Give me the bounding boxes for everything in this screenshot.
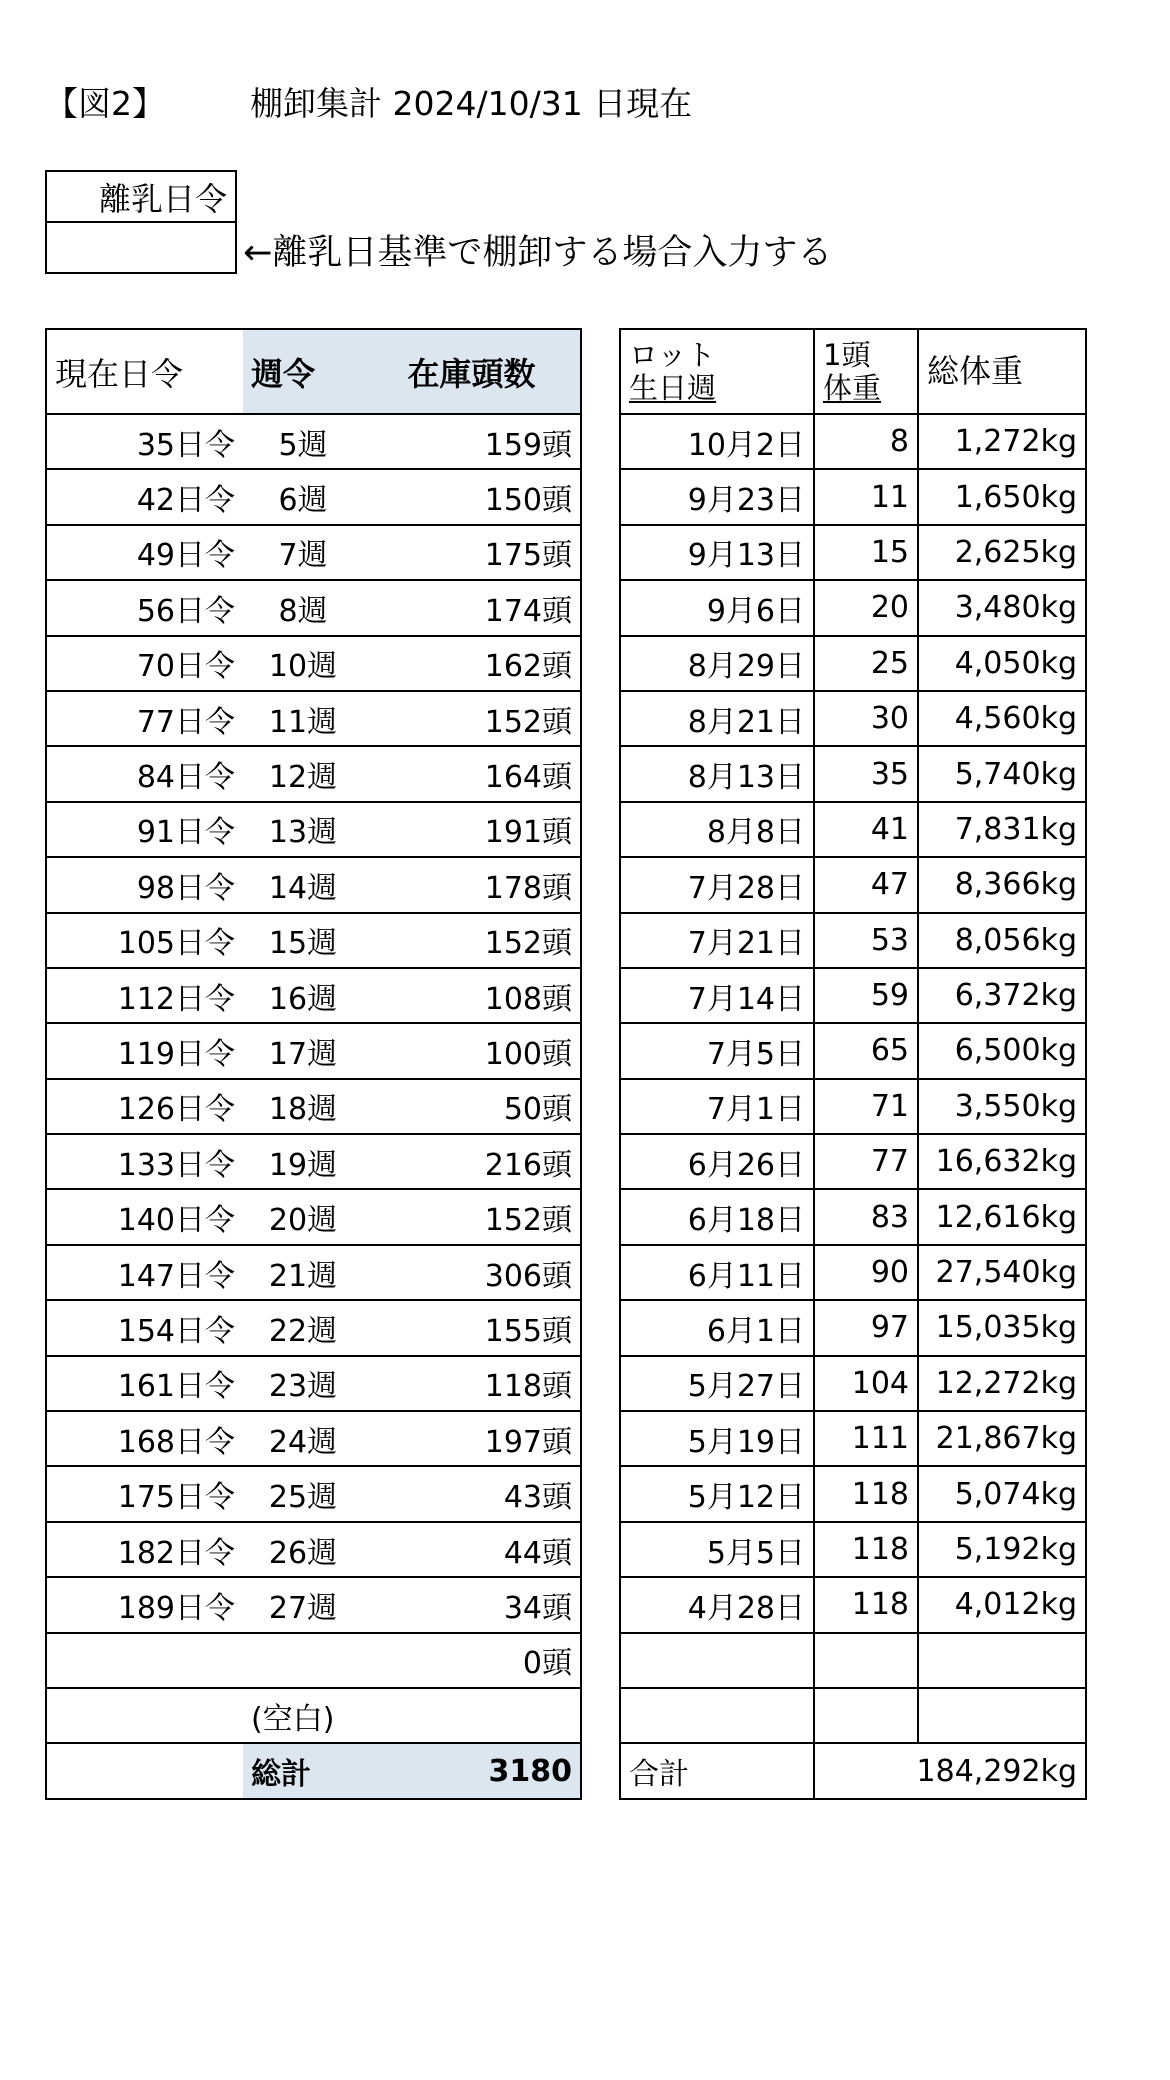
current-age-cell: 140日令 [46, 1189, 243, 1244]
stock-count-cell: 175頭 [363, 525, 581, 580]
weight-row [620, 746, 1086, 801]
week-age-cell: 25週 [243, 1466, 363, 1521]
unit-weight-cell: 71 [814, 1079, 918, 1134]
total-weight-cell: 6,372kg [918, 968, 1086, 1023]
weaning-box [45, 170, 237, 274]
weight-row [620, 1189, 1086, 1244]
weight-table [619, 328, 1087, 1800]
inventory-row [46, 469, 581, 524]
inventory-row [46, 1023, 581, 1078]
lot-date-cell [620, 1633, 814, 1688]
header-week-age: 週令 [243, 329, 363, 414]
weight-header-row [620, 329, 1086, 414]
inventory-row [46, 580, 581, 635]
unit-weight-cell: 97 [814, 1300, 918, 1355]
total-weight-cell [918, 1633, 1086, 1688]
weight-row [620, 691, 1086, 746]
week-age-cell: 6週 [243, 469, 363, 524]
weight-total-value: 184,292kg [916, 1753, 1077, 1789]
inventory-row [46, 968, 581, 1023]
current-age-cell: 49日令 [46, 525, 243, 580]
header-lot-line1: ロット [629, 338, 716, 373]
lot-date-cell: 5月19日 [620, 1411, 814, 1466]
lot-date-cell: 6月11日 [620, 1245, 814, 1300]
lot-date-cell: 7月21日 [620, 913, 814, 968]
week-age-cell: 21週 [243, 1245, 363, 1300]
total-weight-cell: 4,012kg [918, 1577, 1086, 1632]
lot-date-cell: 8月21日 [620, 691, 814, 746]
current-age-cell: 119日令 [46, 1023, 243, 1078]
unit-weight-cell [814, 1688, 918, 1743]
current-age-cell: 154日令 [46, 1300, 243, 1355]
blank-label: (空白) [251, 1701, 335, 1737]
total-weight-cell: 5,192kg [918, 1522, 1086, 1577]
weight-row [620, 1466, 1086, 1521]
current-age-cell: 175日令 [46, 1466, 243, 1521]
inventory-row [46, 1522, 581, 1577]
weight-row [620, 1688, 1086, 1743]
stock-count-cell: 162頭 [363, 636, 581, 691]
unit-weight-cell: 111 [814, 1411, 918, 1466]
stock-count-cell: 197頭 [363, 1411, 581, 1466]
lot-date-cell: 10月2日 [620, 414, 814, 469]
weight-row [620, 1356, 1086, 1411]
stock-count-cell: 43頭 [363, 1466, 581, 1521]
weight-total-row [620, 1743, 1086, 1798]
week-age-cell: 23週 [243, 1356, 363, 1411]
current-age-cell: 182日令 [46, 1522, 243, 1577]
header-lot-line2: 生日週 [629, 370, 717, 405]
weight-row [620, 857, 1086, 912]
inventory-row [46, 802, 581, 857]
inventory-table [45, 328, 582, 1800]
stock-count-cell: 34頭 [363, 1577, 581, 1632]
current-age-cell: 126日令 [46, 1079, 243, 1134]
unit-weight-cell [814, 1633, 918, 1688]
unit-weight-cell: 20 [814, 580, 918, 635]
lot-date-cell: 8月29日 [620, 636, 814, 691]
weight-row [620, 913, 1086, 968]
total-weight-cell: 1,650kg [918, 469, 1086, 524]
current-age-cell: 84日令 [46, 746, 243, 801]
current-age-cell: 70日令 [46, 636, 243, 691]
stock-count-cell: 50頭 [363, 1079, 581, 1134]
header-unit-weight [814, 329, 918, 414]
unit-weight-cell: 83 [814, 1189, 918, 1244]
stock-count-cell: 306頭 [363, 1245, 581, 1300]
week-age-cell: 17週 [243, 1023, 363, 1078]
weight-row [620, 802, 1086, 857]
weight-row [620, 1522, 1086, 1577]
inventory-row [46, 857, 581, 912]
weight-row [620, 1577, 1086, 1632]
unit-weight-cell: 90 [814, 1245, 918, 1300]
inventory-row [46, 1411, 581, 1466]
current-age-cell: 105日令 [46, 913, 243, 968]
total-weight-cell [918, 1688, 1086, 1743]
week-age-cell: 13週 [243, 802, 363, 857]
weight-row [620, 1134, 1086, 1189]
current-age-cell: 168日令 [46, 1411, 243, 1466]
week-age-cell: 16週 [243, 968, 363, 1023]
inventory-row [46, 1134, 581, 1189]
inventory-row [46, 1633, 581, 1688]
current-age-cell: 91日令 [46, 802, 243, 857]
total-weight-cell: 12,272kg [918, 1356, 1086, 1411]
unit-weight-cell: 65 [814, 1023, 918, 1078]
inventory-row [46, 746, 581, 801]
lot-date-cell: 5月5日 [620, 1522, 814, 1577]
weight-row [620, 414, 1086, 469]
header-total-weight: 総体重 [918, 329, 1086, 414]
inventory-header-row [46, 329, 581, 414]
current-age-cell: 35日令 [46, 414, 243, 469]
weight-row [620, 1023, 1086, 1078]
lot-date-cell: 5月12日 [620, 1466, 814, 1521]
lot-date-cell: 8月13日 [620, 746, 814, 801]
current-age-cell: 56日令 [46, 580, 243, 635]
blank-cell [46, 1688, 243, 1743]
total-weight-cell: 4,050kg [918, 636, 1086, 691]
lot-date-cell [620, 1688, 814, 1743]
week-age-cell: 22週 [243, 1300, 363, 1355]
unit-weight-cell: 104 [814, 1356, 918, 1411]
unit-weight-cell: 59 [814, 968, 918, 1023]
unit-weight-cell: 8 [814, 414, 918, 469]
inventory-row [46, 1356, 581, 1411]
inventory-row [46, 414, 581, 469]
week-age-cell [243, 1633, 363, 1688]
unit-weight-cell: 15 [814, 525, 918, 580]
lot-date-cell: 4月28日 [620, 1577, 814, 1632]
current-age-cell: 189日令 [46, 1577, 243, 1632]
weaning-note: ←離乳日基準で棚卸する場合入力する [243, 233, 833, 273]
total-weight-cell: 3,480kg [918, 580, 1086, 635]
total-weight-cell: 2,625kg [918, 525, 1086, 580]
lot-date-cell: 6月18日 [620, 1189, 814, 1244]
total-weight-cell: 3,550kg [918, 1079, 1086, 1134]
unit-weight-cell: 53 [814, 913, 918, 968]
weaning-input-cell[interactable] [45, 222, 237, 274]
inventory-total-row [46, 1743, 581, 1798]
total-weight-cell: 1,272kg [918, 414, 1086, 469]
lot-date-cell: 9月6日 [620, 580, 814, 635]
lot-date-cell: 8月8日 [620, 802, 814, 857]
weaning-label: 離乳日令 [45, 170, 237, 222]
total-weight-cell: 16,632kg [918, 1134, 1086, 1189]
inventory-row [46, 525, 581, 580]
current-age-cell: 161日令 [46, 1356, 243, 1411]
inventory-row [46, 691, 581, 746]
stock-count-cell: 152頭 [363, 1189, 581, 1244]
stock-count-cell: 108頭 [363, 968, 581, 1023]
week-age-cell: 7週 [243, 525, 363, 580]
stock-count-cell: 152頭 [363, 691, 581, 746]
total-weight-cell: 7,831kg [918, 802, 1086, 857]
inventory-row [46, 1189, 581, 1244]
total-weight-cell: 27,540kg [918, 1245, 1086, 1300]
total-weight-cell: 5,074kg [918, 1466, 1086, 1521]
unit-weight-cell: 35 [814, 746, 918, 801]
stock-count-cell: 0頭 [363, 1633, 581, 1688]
unit-weight-cell: 41 [814, 802, 918, 857]
week-age-cell: 11週 [243, 691, 363, 746]
stock-count-cell: 118頭 [363, 1356, 581, 1411]
stock-count-cell: 216頭 [363, 1134, 581, 1189]
header-unit-line1: 1頭 [823, 338, 871, 373]
weight-row [620, 1411, 1086, 1466]
week-age-cell: 14週 [243, 857, 363, 912]
lot-date-cell: 6月26日 [620, 1134, 814, 1189]
unit-weight-cell: 77 [814, 1134, 918, 1189]
lot-date-cell: 5月27日 [620, 1356, 814, 1411]
current-age-cell: 42日令 [46, 469, 243, 524]
current-age-cell: 98日令 [46, 857, 243, 912]
inventory-row [46, 1577, 581, 1632]
current-age-cell [46, 1633, 243, 1688]
unit-weight-cell: 118 [814, 1577, 918, 1632]
total-weight-cell: 8,056kg [918, 913, 1086, 968]
total-weight-cell: 8,366kg [918, 857, 1086, 912]
total-weight-cell: 15,035kg [918, 1300, 1086, 1355]
total-spacer [46, 1743, 243, 1798]
current-age-cell: 133日令 [46, 1134, 243, 1189]
header-stock-count: 在庫頭数 [363, 329, 581, 414]
unit-weight-cell: 11 [814, 469, 918, 524]
stock-count-cell: 44頭 [363, 1522, 581, 1577]
inventory-row [46, 1245, 581, 1300]
stock-count-cell: 155頭 [363, 1300, 581, 1355]
unit-weight-cell: 118 [814, 1466, 918, 1521]
unit-weight-cell: 118 [814, 1522, 918, 1577]
lot-date-cell: 7月5日 [620, 1023, 814, 1078]
inventory-row [46, 1466, 581, 1521]
header-current-age: 現在日令 [46, 329, 243, 414]
stock-count-cell: 159頭 [363, 414, 581, 469]
total-weight-cell: 5,740kg [918, 746, 1086, 801]
stock-count-cell: 152頭 [363, 913, 581, 968]
total-label: 総計 [243, 1743, 363, 1798]
current-age-cell: 147日令 [46, 1245, 243, 1300]
total-weight-cell: 12,616kg [918, 1189, 1086, 1244]
weight-row [620, 1300, 1086, 1355]
total-weight-cell: 21,867kg [918, 1411, 1086, 1466]
week-age-cell: 5週 [243, 414, 363, 469]
lot-date-cell: 9月23日 [620, 469, 814, 524]
stock-count-cell: 164頭 [363, 746, 581, 801]
lot-date-cell: 7月28日 [620, 857, 814, 912]
week-age-cell: 24週 [243, 1411, 363, 1466]
unit-weight-cell: 47 [814, 857, 918, 912]
lot-date-cell: 7月1日 [620, 1079, 814, 1134]
total-weight-cell: 4,560kg [918, 691, 1086, 746]
weight-total-label: 合計 [620, 1743, 814, 1798]
weight-row [620, 1245, 1086, 1300]
stock-count-cell: 100頭 [363, 1023, 581, 1078]
weight-row [620, 1633, 1086, 1688]
stock-count-cell: 191頭 [363, 802, 581, 857]
weight-row [620, 469, 1086, 524]
week-age-cell: 27週 [243, 1577, 363, 1632]
total-weight-cell: 6,500kg [918, 1023, 1086, 1078]
unit-weight-cell: 30 [814, 691, 918, 746]
week-age-cell: 26週 [243, 1522, 363, 1577]
week-age-cell: 20週 [243, 1189, 363, 1244]
lot-date-cell: 6月1日 [620, 1300, 814, 1355]
stock-count-cell: 178頭 [363, 857, 581, 912]
lot-date-cell: 9月13日 [620, 525, 814, 580]
week-age-cell: 10週 [243, 636, 363, 691]
total-value: 3180 [363, 1743, 581, 1798]
inventory-blank-row [46, 1688, 581, 1743]
page-title: 棚卸集計 2024/10/31 日現在 [250, 84, 693, 123]
header-lot-birth-week [620, 329, 814, 414]
weight-row [620, 636, 1086, 691]
current-age-cell: 112日令 [46, 968, 243, 1023]
unit-weight-cell: 25 [814, 636, 918, 691]
weight-row [620, 968, 1086, 1023]
stock-count-cell: 174頭 [363, 580, 581, 635]
inventory-row [46, 636, 581, 691]
inventory-row [46, 913, 581, 968]
week-age-cell: 15週 [243, 913, 363, 968]
weight-row [620, 525, 1086, 580]
stock-count-cell: 150頭 [363, 469, 581, 524]
header-unit-line2: 体重 [823, 370, 882, 405]
week-age-cell: 8週 [243, 580, 363, 635]
weight-row [620, 580, 1086, 635]
current-age-cell: 77日令 [46, 691, 243, 746]
inventory-row [46, 1079, 581, 1134]
week-age-cell: 12週 [243, 746, 363, 801]
week-age-cell: 18週 [243, 1079, 363, 1134]
figure-label: 【図2】 [45, 84, 165, 123]
lot-date-cell: 7月14日 [620, 968, 814, 1023]
week-age-cell: 19週 [243, 1134, 363, 1189]
weight-row [620, 1079, 1086, 1134]
inventory-row [46, 1300, 581, 1355]
